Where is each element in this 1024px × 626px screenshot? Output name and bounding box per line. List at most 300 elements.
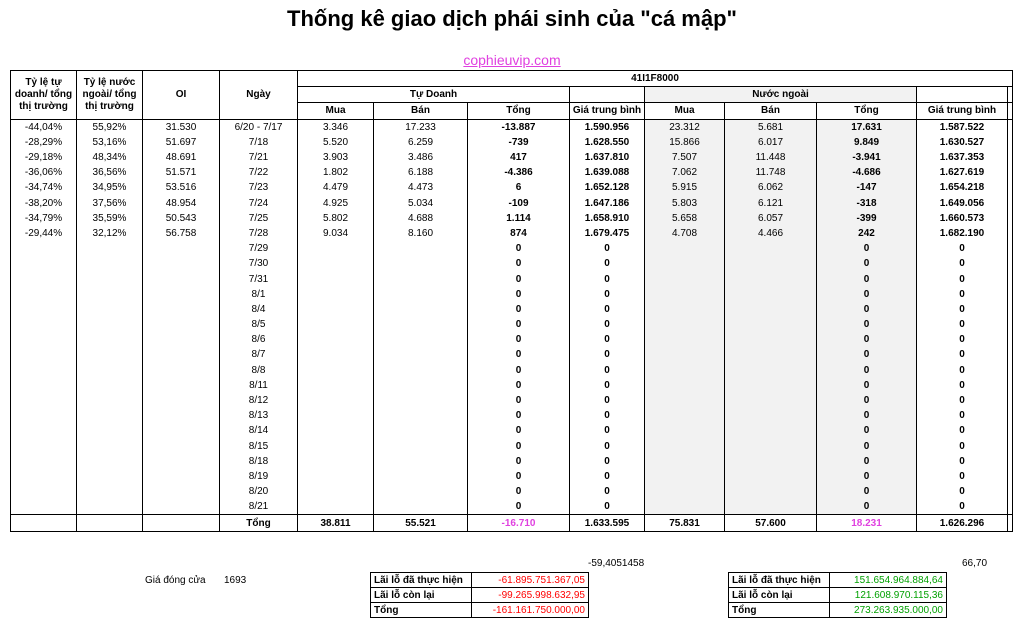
cell-nn-buy: 7.507 — [645, 150, 725, 165]
cell-nn-avg: 0 — [917, 499, 1008, 515]
cell-nn-buy — [645, 363, 725, 378]
cell-nn-buy — [645, 347, 725, 362]
cell-ratio-td — [11, 378, 77, 393]
cell-nn-avg: 0 — [917, 271, 1008, 286]
cell-nn-buy — [645, 393, 725, 408]
cell-nn-total: 0 — [817, 378, 917, 393]
cell-td-sell: 4.688 — [374, 211, 468, 226]
cell-td-buy — [298, 363, 374, 378]
cell-oi — [143, 256, 220, 271]
cell-oi: 51.697 — [143, 135, 220, 150]
cell-td-buy: 3.346 — [298, 119, 374, 135]
table-row — [11, 408, 1013, 423]
cell-td-avg: 1.652.128 — [570, 180, 645, 195]
cell-date: 8/8 — [220, 363, 298, 378]
cell-td-total: 0 — [468, 423, 570, 438]
cell-td-avg: 0 — [570, 256, 645, 271]
cell-nn-total: 0 — [817, 484, 917, 499]
cell-nn-avg: 0 — [917, 332, 1008, 347]
cell-nn-buy: 5.803 — [645, 196, 725, 211]
cell-oi — [143, 378, 220, 393]
cell-nn-sell — [725, 271, 817, 286]
cell-td-total: 0 — [468, 256, 570, 271]
cell-td-sell: 5.034 — [374, 196, 468, 211]
cell-td-avg: 0 — [570, 484, 645, 499]
header-nn-total: Tổng — [817, 103, 917, 119]
cell-oi: 56.758 — [143, 226, 220, 241]
cell-td-sell — [374, 423, 468, 438]
cell-date: 8/19 — [220, 469, 298, 484]
cell-td-total: 0 — [468, 378, 570, 393]
cell-oi — [143, 393, 220, 408]
cell-td-total: 0 — [468, 484, 570, 499]
derivatives-table — [10, 70, 1013, 532]
cell-td-buy — [298, 241, 374, 256]
header-group-nn: Nước ngoài — [645, 87, 917, 103]
cell-nn-sell: 6.057 — [725, 211, 817, 226]
cell-nn-total: 0 — [817, 332, 917, 347]
table-row — [11, 332, 1013, 347]
cell-ratio-td — [11, 271, 77, 286]
table-row — [11, 226, 1013, 241]
cell-nn-sell — [725, 317, 817, 332]
cell-td-total: 0 — [468, 439, 570, 454]
cell-td-avg: 1.639.088 — [570, 165, 645, 180]
pl-td-label: Lãi lỗ còn lại — [371, 588, 472, 603]
cell-ratio-td — [11, 256, 77, 271]
cell-nn-buy — [645, 439, 725, 454]
cell-ratio-td: -34,79% — [11, 211, 77, 226]
cell-date: 7/25 — [220, 211, 298, 226]
cell-date: 8/15 — [220, 439, 298, 454]
header-oi: OI — [143, 71, 220, 120]
table-row — [11, 302, 1013, 317]
cell-td-buy — [298, 378, 374, 393]
totals-td-avg: 1.633.595 — [570, 515, 645, 531]
cell-td-avg: 0 — [570, 287, 645, 302]
cell-nn-sell — [725, 423, 817, 438]
cell-nn-avg: 0 — [917, 408, 1008, 423]
cell-td-buy — [298, 347, 374, 362]
cell-td-sell — [374, 439, 468, 454]
cell-td-buy — [298, 423, 374, 438]
table-row — [11, 347, 1013, 362]
cell-ratio-td — [11, 241, 77, 256]
cell-td-total: 0 — [468, 499, 570, 515]
pl-nn-label: Tổng — [729, 603, 830, 618]
cell-nn-total: 9.849 — [817, 135, 917, 150]
cell-nn-avg: 0 — [917, 469, 1008, 484]
cell-td-buy: 4.925 — [298, 196, 374, 211]
cell-ratio-td — [11, 484, 77, 499]
cell-nn-sell: 4.466 — [725, 226, 817, 241]
cell-oi — [143, 454, 220, 469]
cell-date: 7/23 — [220, 180, 298, 195]
cell-nn-total: 242 — [817, 226, 917, 241]
pl-nn-value: 273.263.935.000,00 — [830, 603, 947, 618]
cell-td-total: 0 — [468, 302, 570, 317]
cell-nn-avg: 0 — [917, 378, 1008, 393]
cell-td-sell — [374, 469, 468, 484]
table-row — [11, 393, 1013, 408]
cell-nn-avg: 0 — [917, 423, 1008, 438]
cell-date: 6/20 - 7/17 — [220, 119, 298, 135]
cell-nn-avg: 1.587.522 — [917, 119, 1008, 135]
cell-td-buy — [298, 302, 374, 317]
cell-ratio-td: -29,18% — [11, 150, 77, 165]
cell-nn-total: -399 — [817, 211, 917, 226]
cell-td-avg: 0 — [570, 302, 645, 317]
cell-td-sell — [374, 241, 468, 256]
totals-label: Tổng — [220, 515, 298, 531]
pl-td-label: Lãi lỗ đã thực hiện — [371, 573, 472, 588]
cell-td-sell — [374, 347, 468, 362]
cell-td-avg: 1.590.956 — [570, 119, 645, 135]
cell-td-avg: 1.658.910 — [570, 211, 645, 226]
cell-td-total: 6 — [468, 180, 570, 195]
cell-date: 7/21 — [220, 150, 298, 165]
cell-date: 8/5 — [220, 317, 298, 332]
header-group-td: Tự Doanh — [298, 87, 570, 103]
cell-date: 8/20 — [220, 484, 298, 499]
cell-nn-sell — [725, 347, 817, 362]
cell-ratio-nn: 36,56% — [77, 165, 143, 180]
cell-nn-total: 0 — [817, 423, 917, 438]
cell-oi: 31.530 — [143, 119, 220, 135]
cell-date: 7/29 — [220, 241, 298, 256]
cell-nn-avg: 1.627.619 — [917, 165, 1008, 180]
table-row — [11, 241, 1013, 256]
totals-nn-buy: 75.831 — [645, 515, 725, 531]
pl-nn-value: 121.608.970.115,36 — [830, 588, 947, 603]
cell-nn-total: -4.686 — [817, 165, 917, 180]
cell-ratio-nn: 48,34% — [77, 150, 143, 165]
cell-nn-avg: 0 — [917, 241, 1008, 256]
cell-td-total: 0 — [468, 469, 570, 484]
header-contract: 41I1F8000 — [298, 71, 1013, 87]
cell-td-sell — [374, 484, 468, 499]
pl-nn-label: Lãi lỗ đã thực hiện — [729, 573, 830, 588]
cell-td-buy — [298, 469, 374, 484]
header-nn-buy: Mua — [645, 103, 725, 119]
cell-nn-sell: 11.748 — [725, 165, 817, 180]
cell-td-sell: 6.259 — [374, 135, 468, 150]
cell-oi — [143, 439, 220, 454]
cell-nn-buy — [645, 484, 725, 499]
cell-ratio-td — [11, 393, 77, 408]
table-row — [11, 439, 1013, 454]
cell-td-sell — [374, 256, 468, 271]
cell-nn-avg: 1.649.056 — [917, 196, 1008, 211]
cell-nn-sell — [725, 484, 817, 499]
cell-nn-sell — [725, 439, 817, 454]
cell-nn-total: 0 — [817, 363, 917, 378]
table-row — [11, 454, 1013, 469]
cell-td-buy: 4.479 — [298, 180, 374, 195]
pl-nn-value: 151.654.964.884,64 — [830, 573, 947, 588]
cell-ratio-td — [11, 332, 77, 347]
cell-date: 8/6 — [220, 332, 298, 347]
cell-td-avg: 0 — [570, 439, 645, 454]
cell-ratio-nn: 55,92% — [77, 119, 143, 135]
header-ratio-nn: Tỷ lệ nước ngoài/ tổng thị trường — [77, 71, 143, 120]
cell-nn-buy — [645, 256, 725, 271]
cell-ratio-td — [11, 408, 77, 423]
cell-td-avg: 0 — [570, 363, 645, 378]
cell-td-sell — [374, 302, 468, 317]
cell-td-total: 0 — [468, 393, 570, 408]
pl-nn-table — [728, 572, 947, 618]
cell-ratio-nn — [77, 347, 143, 362]
cell-td-avg: 0 — [570, 408, 645, 423]
cell-ratio-td — [11, 317, 77, 332]
cell-date: 8/12 — [220, 393, 298, 408]
table-row — [11, 196, 1013, 211]
cell-ratio-nn — [77, 302, 143, 317]
cell-oi: 50.543 — [143, 211, 220, 226]
cell-nn-avg: 0 — [917, 256, 1008, 271]
cell-td-buy — [298, 317, 374, 332]
cell-oi: 48.691 — [143, 150, 220, 165]
cell-oi — [143, 302, 220, 317]
table-row — [11, 271, 1013, 286]
cell-date: 7/18 — [220, 135, 298, 150]
cell-td-avg: 0 — [570, 317, 645, 332]
cell-nn-total: -318 — [817, 196, 917, 211]
cell-ratio-nn — [77, 454, 143, 469]
cell-nn-avg: 1.637.353 — [917, 150, 1008, 165]
cell-td-total: -13.887 — [468, 119, 570, 135]
cell-nn-avg: 0 — [917, 287, 1008, 302]
pl-td-value: -99.265.998.632,95 — [472, 588, 589, 603]
cell-td-buy — [298, 408, 374, 423]
table-row — [11, 469, 1013, 484]
cell-ratio-nn — [77, 423, 143, 438]
cell-ratio-td — [11, 347, 77, 362]
cell-oi: 48.954 — [143, 196, 220, 211]
totals-nn-avg: 1.626.296 — [917, 515, 1008, 531]
cell-date: 7/28 — [220, 226, 298, 241]
cell-ratio-td: -28,29% — [11, 135, 77, 150]
cell-td-buy: 5.520 — [298, 135, 374, 150]
cell-td-total: 0 — [468, 271, 570, 286]
cell-td-avg: 1.628.550 — [570, 135, 645, 150]
cell-oi — [143, 287, 220, 302]
cell-td-total: -739 — [468, 135, 570, 150]
cell-oi — [143, 484, 220, 499]
cell-td-avg: 1.637.810 — [570, 150, 645, 165]
cell-td-sell: 6.188 — [374, 165, 468, 180]
cell-nn-total: 0 — [817, 499, 917, 515]
cell-td-total: -109 — [468, 196, 570, 211]
cell-nn-sell — [725, 454, 817, 469]
cell-td-total: 1.114 — [468, 211, 570, 226]
cell-oi — [143, 423, 220, 438]
page-title: Thống kê giao dịch phái sinh của "cá mập" — [287, 6, 737, 31]
header-td-sell: Bán — [374, 103, 468, 119]
cell-nn-total: 0 — [817, 271, 917, 286]
cell-ratio-td: -29,44% — [11, 226, 77, 241]
cell-oi — [143, 408, 220, 423]
header-td-avg: Giá trung bình — [570, 103, 645, 119]
cell-td-total: 0 — [468, 287, 570, 302]
cell-nn-buy — [645, 332, 725, 347]
cell-td-total: 874 — [468, 226, 570, 241]
cell-nn-avg: 0 — [917, 393, 1008, 408]
cell-ratio-td — [11, 423, 77, 438]
cell-nn-sell: 6.121 — [725, 196, 817, 211]
cell-ratio-nn — [77, 393, 143, 408]
cell-nn-buy — [645, 499, 725, 515]
cell-nn-buy — [645, 423, 725, 438]
cell-nn-sell: 5.681 — [725, 119, 817, 135]
closing-price-value: 1693 — [224, 575, 247, 586]
cell-nn-buy — [645, 317, 725, 332]
cell-nn-buy — [645, 302, 725, 317]
pl-td-value: -61.895.751.367,05 — [472, 573, 589, 588]
totals-td-buy: 38.811 — [298, 515, 374, 531]
cell-td-total: 0 — [468, 332, 570, 347]
cell-nn-avg: 0 — [917, 454, 1008, 469]
cell-nn-avg: 0 — [917, 347, 1008, 362]
cell-oi — [143, 363, 220, 378]
table-row — [11, 363, 1013, 378]
cell-nn-sell: 11.448 — [725, 150, 817, 165]
cell-td-avg: 0 — [570, 469, 645, 484]
header-ratio-td: Tỷ lệ tự doanh/ tổng thị trường — [11, 71, 77, 120]
cell-nn-total: 0 — [817, 317, 917, 332]
cell-ratio-td — [11, 454, 77, 469]
pl-td-label: Tổng — [371, 603, 472, 618]
cell-nn-total: 0 — [817, 241, 917, 256]
totals-td-sell: 55.521 — [374, 515, 468, 531]
cell-nn-total: -3.941 — [817, 150, 917, 165]
cell-td-buy: 5.802 — [298, 211, 374, 226]
cell-nn-avg: 1.682.190 — [917, 226, 1008, 241]
td-below-value: -59,4051458 — [588, 558, 645, 569]
nn-below-value: 66,70 — [962, 558, 988, 569]
cell-nn-avg: 0 — [917, 317, 1008, 332]
cell-date: 7/30 — [220, 256, 298, 271]
cell-oi — [143, 241, 220, 256]
cell-nn-total: 0 — [817, 256, 917, 271]
cell-nn-total: 0 — [817, 287, 917, 302]
cell-ratio-nn: 34,95% — [77, 180, 143, 195]
cell-ratio-nn — [77, 241, 143, 256]
cell-date: 8/14 — [220, 423, 298, 438]
cell-nn-avg: 1.630.527 — [917, 135, 1008, 150]
cell-nn-sell — [725, 363, 817, 378]
cell-nn-sell — [725, 241, 817, 256]
cell-oi: 51.571 — [143, 165, 220, 180]
cell-td-buy — [298, 287, 374, 302]
site-link[interactable]: cophieuvip.com — [463, 52, 561, 68]
cell-td-sell: 3.486 — [374, 150, 468, 165]
table-row — [11, 317, 1013, 332]
header-td-buy: Mua — [298, 103, 374, 119]
table-row — [11, 287, 1013, 302]
cell-nn-buy: 23.312 — [645, 119, 725, 135]
cell-td-sell — [374, 408, 468, 423]
cell-td-buy — [298, 499, 374, 515]
cell-nn-sell — [725, 256, 817, 271]
cell-nn-total: 0 — [817, 393, 917, 408]
cell-nn-buy — [645, 271, 725, 286]
cell-td-avg: 0 — [570, 423, 645, 438]
cell-nn-avg: 0 — [917, 484, 1008, 499]
cell-date: 7/31 — [220, 271, 298, 286]
cell-td-total: -4.386 — [468, 165, 570, 180]
cell-oi — [143, 317, 220, 332]
cell-td-avg: 0 — [570, 499, 645, 515]
cell-td-sell — [374, 378, 468, 393]
cell-nn-sell: 6.062 — [725, 180, 817, 195]
cell-ratio-nn — [77, 287, 143, 302]
cell-ratio-nn — [77, 332, 143, 347]
totals-nn-sell: 57.600 — [725, 515, 817, 531]
table-row — [11, 484, 1013, 499]
cell-nn-avg: 0 — [917, 363, 1008, 378]
cell-td-sell: 8.160 — [374, 226, 468, 241]
cell-td-avg: 0 — [570, 347, 645, 362]
pl-td-table — [370, 572, 589, 618]
pl-td-value: -161.161.750.000,00 — [472, 603, 589, 618]
cell-ratio-td — [11, 499, 77, 515]
cell-oi — [143, 347, 220, 362]
cell-td-buy — [298, 439, 374, 454]
cell-nn-sell — [725, 302, 817, 317]
cell-nn-sell — [725, 499, 817, 515]
cell-ratio-nn: 32,12% — [77, 226, 143, 241]
cell-ratio-td — [11, 363, 77, 378]
cell-ratio-td: -34,74% — [11, 180, 77, 195]
cell-td-buy: 3.903 — [298, 150, 374, 165]
cell-td-buy — [298, 393, 374, 408]
cell-td-sell — [374, 454, 468, 469]
table-row — [11, 499, 1013, 515]
pl-nn-label: Lãi lỗ còn lại — [729, 588, 830, 603]
cell-td-sell — [374, 287, 468, 302]
cell-td-total: 0 — [468, 347, 570, 362]
cell-ratio-nn — [77, 408, 143, 423]
cell-td-sell — [374, 499, 468, 515]
cell-nn-buy — [645, 287, 725, 302]
cell-td-buy: 9.034 — [298, 226, 374, 241]
cell-date: 8/7 — [220, 347, 298, 362]
table-row — [11, 180, 1013, 195]
cell-td-sell: 4.473 — [374, 180, 468, 195]
closing-price-label: Giá đóng cửa — [145, 575, 206, 586]
cell-ratio-nn — [77, 317, 143, 332]
cell-nn-buy — [645, 378, 725, 393]
table-row — [11, 119, 1013, 135]
cell-td-sell — [374, 271, 468, 286]
cell-td-avg: 1.679.475 — [570, 226, 645, 241]
cell-ratio-td — [11, 302, 77, 317]
cell-oi — [143, 332, 220, 347]
cell-ratio-td: -44,04% — [11, 119, 77, 135]
cell-oi: 53.516 — [143, 180, 220, 195]
table-row — [11, 256, 1013, 271]
cell-td-avg: 0 — [570, 332, 645, 347]
header-td-total: Tổng — [468, 103, 570, 119]
cell-date: 8/1 — [220, 287, 298, 302]
cell-td-sell — [374, 363, 468, 378]
cell-oi — [143, 271, 220, 286]
cell-td-avg: 0 — [570, 241, 645, 256]
cell-nn-buy — [645, 241, 725, 256]
header-nn-sell: Bán — [725, 103, 817, 119]
